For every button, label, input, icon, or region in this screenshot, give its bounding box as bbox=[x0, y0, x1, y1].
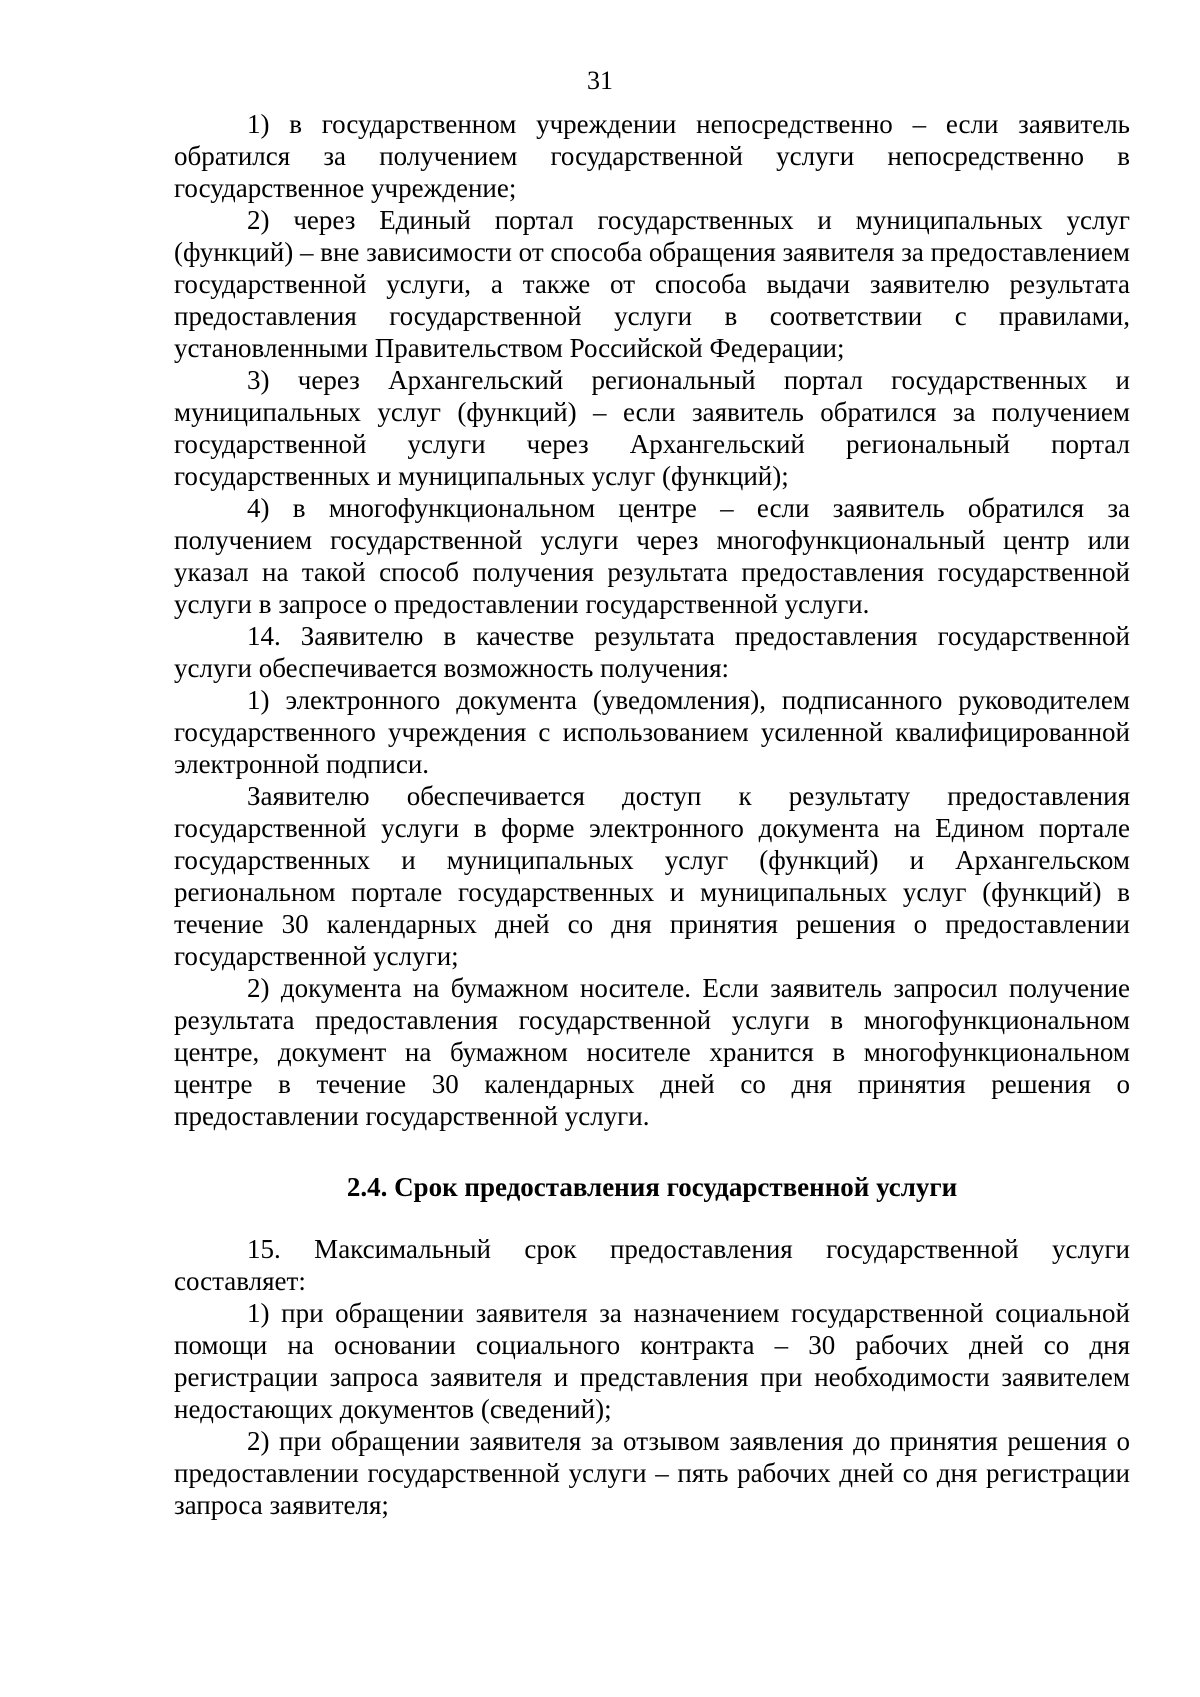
paragraph-clause-14-item-2: 2) документа на бумажном носителе. Если заявитель запросил получение результата предоставления государственной услуги в многофункциональном центре, документ на бумажном носителе хранится в многофункциональном центре в течение 30 календарных дней со дня принятия решения о предоставлении государственной услуги. bbox=[174, 973, 1130, 1131]
document-body bbox=[174, 108, 1130, 1521]
paragraph-clause-15-item-1: 1) при обращении заявителя за назначением государственной социальной помощи на основании социального контракта – 30 рабочих дней со дня регистрации запроса заявителя и представления при необходимости заявителем недостающих документов (сведений); bbox=[174, 1298, 1130, 1424]
section-heading: 2.4. Срок предоставления государственной услуги bbox=[346, 1172, 958, 1202]
paragraph-item-2-unified-portal: 2) через Единый портал государственных и муниципальных услуг (функций) – вне зависимости от способа обращения заявителя за предоставлением государственной услуги, а также от способа выдачи заявителю результата предоставления государственной услуги в соответствии с правилами, установленными Правительством Российской Федерации; bbox=[174, 205, 1130, 363]
paragraph-item-1-state-institution: 1) в государственном учреждении непосредственно – если заявитель обратился за получением государственной услуги непосредственно в государственное учреждение; bbox=[174, 109, 1130, 203]
paragraph-clause-15-item-2: 2) при обращении заявителя за отзывом заявления до принятия решения о предоставлении государственной услуги – пять рабочих дней со дня регистрации запроса заявителя; bbox=[174, 1426, 1130, 1520]
paragraph-item-4-mfc: 4) в многофункциональном центре – если заявитель обратился за получением государственной услуги через многофункциональный центр или указал на такой способ получения результата предоставления государственной услуги в запросе о предоставлении государственной услуги. bbox=[174, 493, 1130, 619]
paragraph-item-3-regional-portal: 3) через Архангельский региональный портал государственных и муниципальных услуг (функций) – если заявитель обратился за получением государственной услуги через Архангельский региональный портал государственных и муниципальных услуг (функций); bbox=[174, 365, 1130, 491]
paragraph-clause-14: 14. Заявителю в качестве результата предоставления государственной услуги обеспечивается возможность получения: bbox=[174, 621, 1130, 683]
paragraph-clause-14-item-1: 1) электронного документа (уведомления), подписанного руководителем государственного учреждения с использованием усиленной квалифицированной электронной подписи. bbox=[174, 685, 1130, 779]
page-number: 31 bbox=[587, 66, 613, 95]
paragraph-clause-15: 15. Максимальный срок предоставления государственной услуги составляет: bbox=[174, 1234, 1130, 1296]
paragraph-access-to-result: Заявителю обеспечивается доступ к результату предоставления государственной услуги в форме электронного документа на Едином портале государственных и муниципальных услуг (функций) и Архангельском региональном портале государственных и муниципальных услуг (функций) в течение 30 календарных дней со дня принятия решения о предоставлении государственной услуги; bbox=[174, 781, 1130, 971]
